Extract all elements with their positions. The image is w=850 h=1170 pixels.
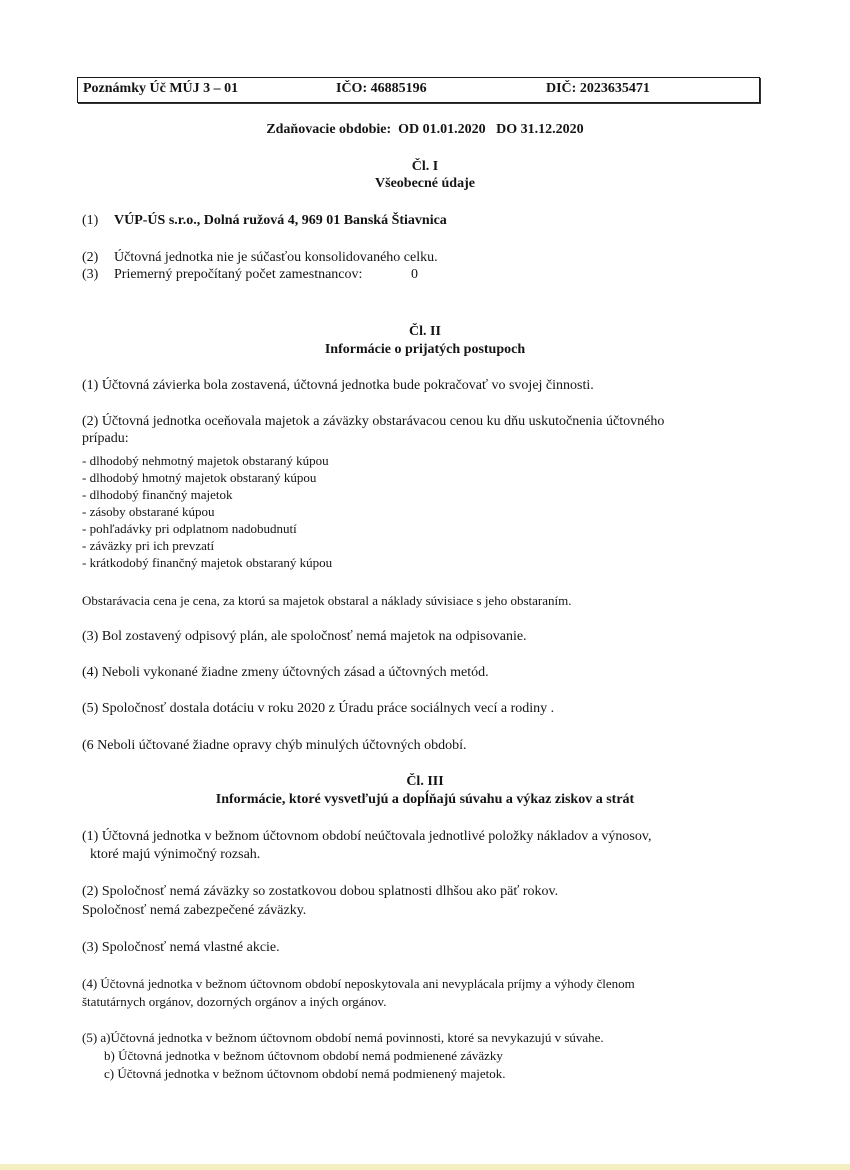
list-item: - dlhodobý nehmotný majetok obstaraný kúpou — [82, 453, 329, 468]
s2-paragraph-3: (3) Bol zostavený odpisový plán, ale spoločnosť nemá majetok na odpisovanie. — [82, 629, 527, 644]
s3-paragraph-4-line-1: (4) Účtovná jednotka v bežnom účtovnom období neposkytovala ani nevyplácala príjmy a výhody členom — [82, 976, 635, 991]
section-2-title: Informácie o prijatých postupoch — [324, 342, 526, 357]
s3-paragraph-2-line-2: Spoločnosť nemá zabezpečené záväzky. — [82, 903, 307, 918]
s3-paragraph-5b: b) Účtovná jednotka v bežnom účtovnom období nemá podmienené záväzky — [104, 1048, 503, 1063]
list-item: - krátkodobý finančný majetok obstaraný kúpou — [82, 555, 333, 570]
s2-paragraph-2-line-1: (2) Účtovná jednotka oceňovala majetok a záväzky obstarávacou cenou ku dňu uskutočnenia účtovného — [82, 414, 665, 429]
s3-paragraph-5a: (5) a)Účtovná jednotka v bežnom účtovnom období nemá povinnosti, ktoré sa nevykazujú v súvahe. — [82, 1030, 604, 1045]
section-1-number: Čl. I — [411, 159, 439, 174]
s3-paragraph-3: (3) Spoločnosť nemá vlastné akcie. — [82, 940, 280, 955]
dic-number: DIČ: 2023635471 — [546, 81, 650, 96]
section-1-title: Všeobecné údaje — [375, 176, 475, 191]
s3-paragraph-4-line-2: štatutárnych orgánov, dozorných orgánov a iných orgánov. — [82, 994, 387, 1009]
item-3-text: Priemerný prepočítaný počet zamestnancov: — [114, 267, 363, 282]
s3-paragraph-2-line-1: (2) Spoločnosť nemá záväzky so zostatkovou dobou splatnosti dlhšou ako päť rokov. — [82, 884, 559, 899]
list-item: - zásoby obstarané kúpou — [82, 504, 215, 519]
s2-paragraph-4: (4) Neboli vykonané žiadne zmeny účtovných zásad a účtovných metód. — [82, 665, 489, 680]
doc-label: Poznámky Úč MÚJ 3 – 01 — [83, 81, 239, 96]
section-3-title: Informácie, ktoré vysvetľujú a dopĺňajú súvahu a výkaz ziskov a strát — [215, 792, 635, 807]
section-2-number: Čl. II — [409, 324, 441, 339]
s2-paragraph-5: (5) Spoločnosť dostala dotáciu v roku 2020 z Úradu práce sociálnych vecí a rodiny . — [82, 701, 555, 716]
item-2-number: (2) — [82, 250, 99, 265]
list-item: - záväzky pri ich prevzatí — [82, 538, 215, 553]
s2-paragraph-6: (6 Neboli účtované žiadne opravy chýb minulých účtovných období. — [82, 738, 467, 753]
item-2-text: Účtovná jednotka nie je súčasťou konsolidovaného celku. — [114, 250, 438, 265]
s3-paragraph-5c: c) Účtovná jednotka v bežnom účtovnom období nemá podmienený majetok. — [104, 1066, 506, 1081]
list-item: - dlhodobý finančný majetok — [82, 487, 233, 502]
list-item: - dlhodobý hmotný majetok obstaraný kúpou — [82, 470, 317, 485]
employee-count: 0 — [411, 267, 418, 282]
s3-paragraph-1-line-1: (1) Účtovná jednotka v bežnom účtovnom období neúčtovala jednotlivé položky nákladov a výnosov, — [82, 829, 652, 844]
ico-number: IČO: 46885196 — [336, 81, 427, 96]
s3-paragraph-1-line-2: ktoré majú výnimočný rozsah. — [90, 847, 261, 862]
header-box — [77, 77, 760, 103]
acquisition-cost-note: Obstarávacia cena je cena, za ktorú sa majetok obstaral a náklady súvisiace s jeho obstaraním. — [82, 593, 572, 608]
item-3-number: (3) — [82, 267, 99, 282]
company-name: VÚP-ÚS s.r.o., Dolná ružová 4, 969 01 Banská Štiavnica — [114, 213, 447, 228]
section-3-number: Čl. III — [406, 774, 444, 789]
list-item: - pohľadávky pri odplatnom nadobudnutí — [82, 521, 297, 536]
company-number: (1) — [82, 213, 99, 228]
tax-period: Zdaňovacie obdobie: OD 01.01.2020 DO 31.12.2020 — [266, 122, 584, 137]
s2-paragraph-2-line-2: prípadu: — [82, 431, 129, 446]
scan-edge — [0, 1164, 850, 1170]
s2-paragraph-1: (1) Účtovná závierka bola zostavená, účtovná jednotka bude pokračovať vo svojej činnosti. — [82, 378, 594, 393]
